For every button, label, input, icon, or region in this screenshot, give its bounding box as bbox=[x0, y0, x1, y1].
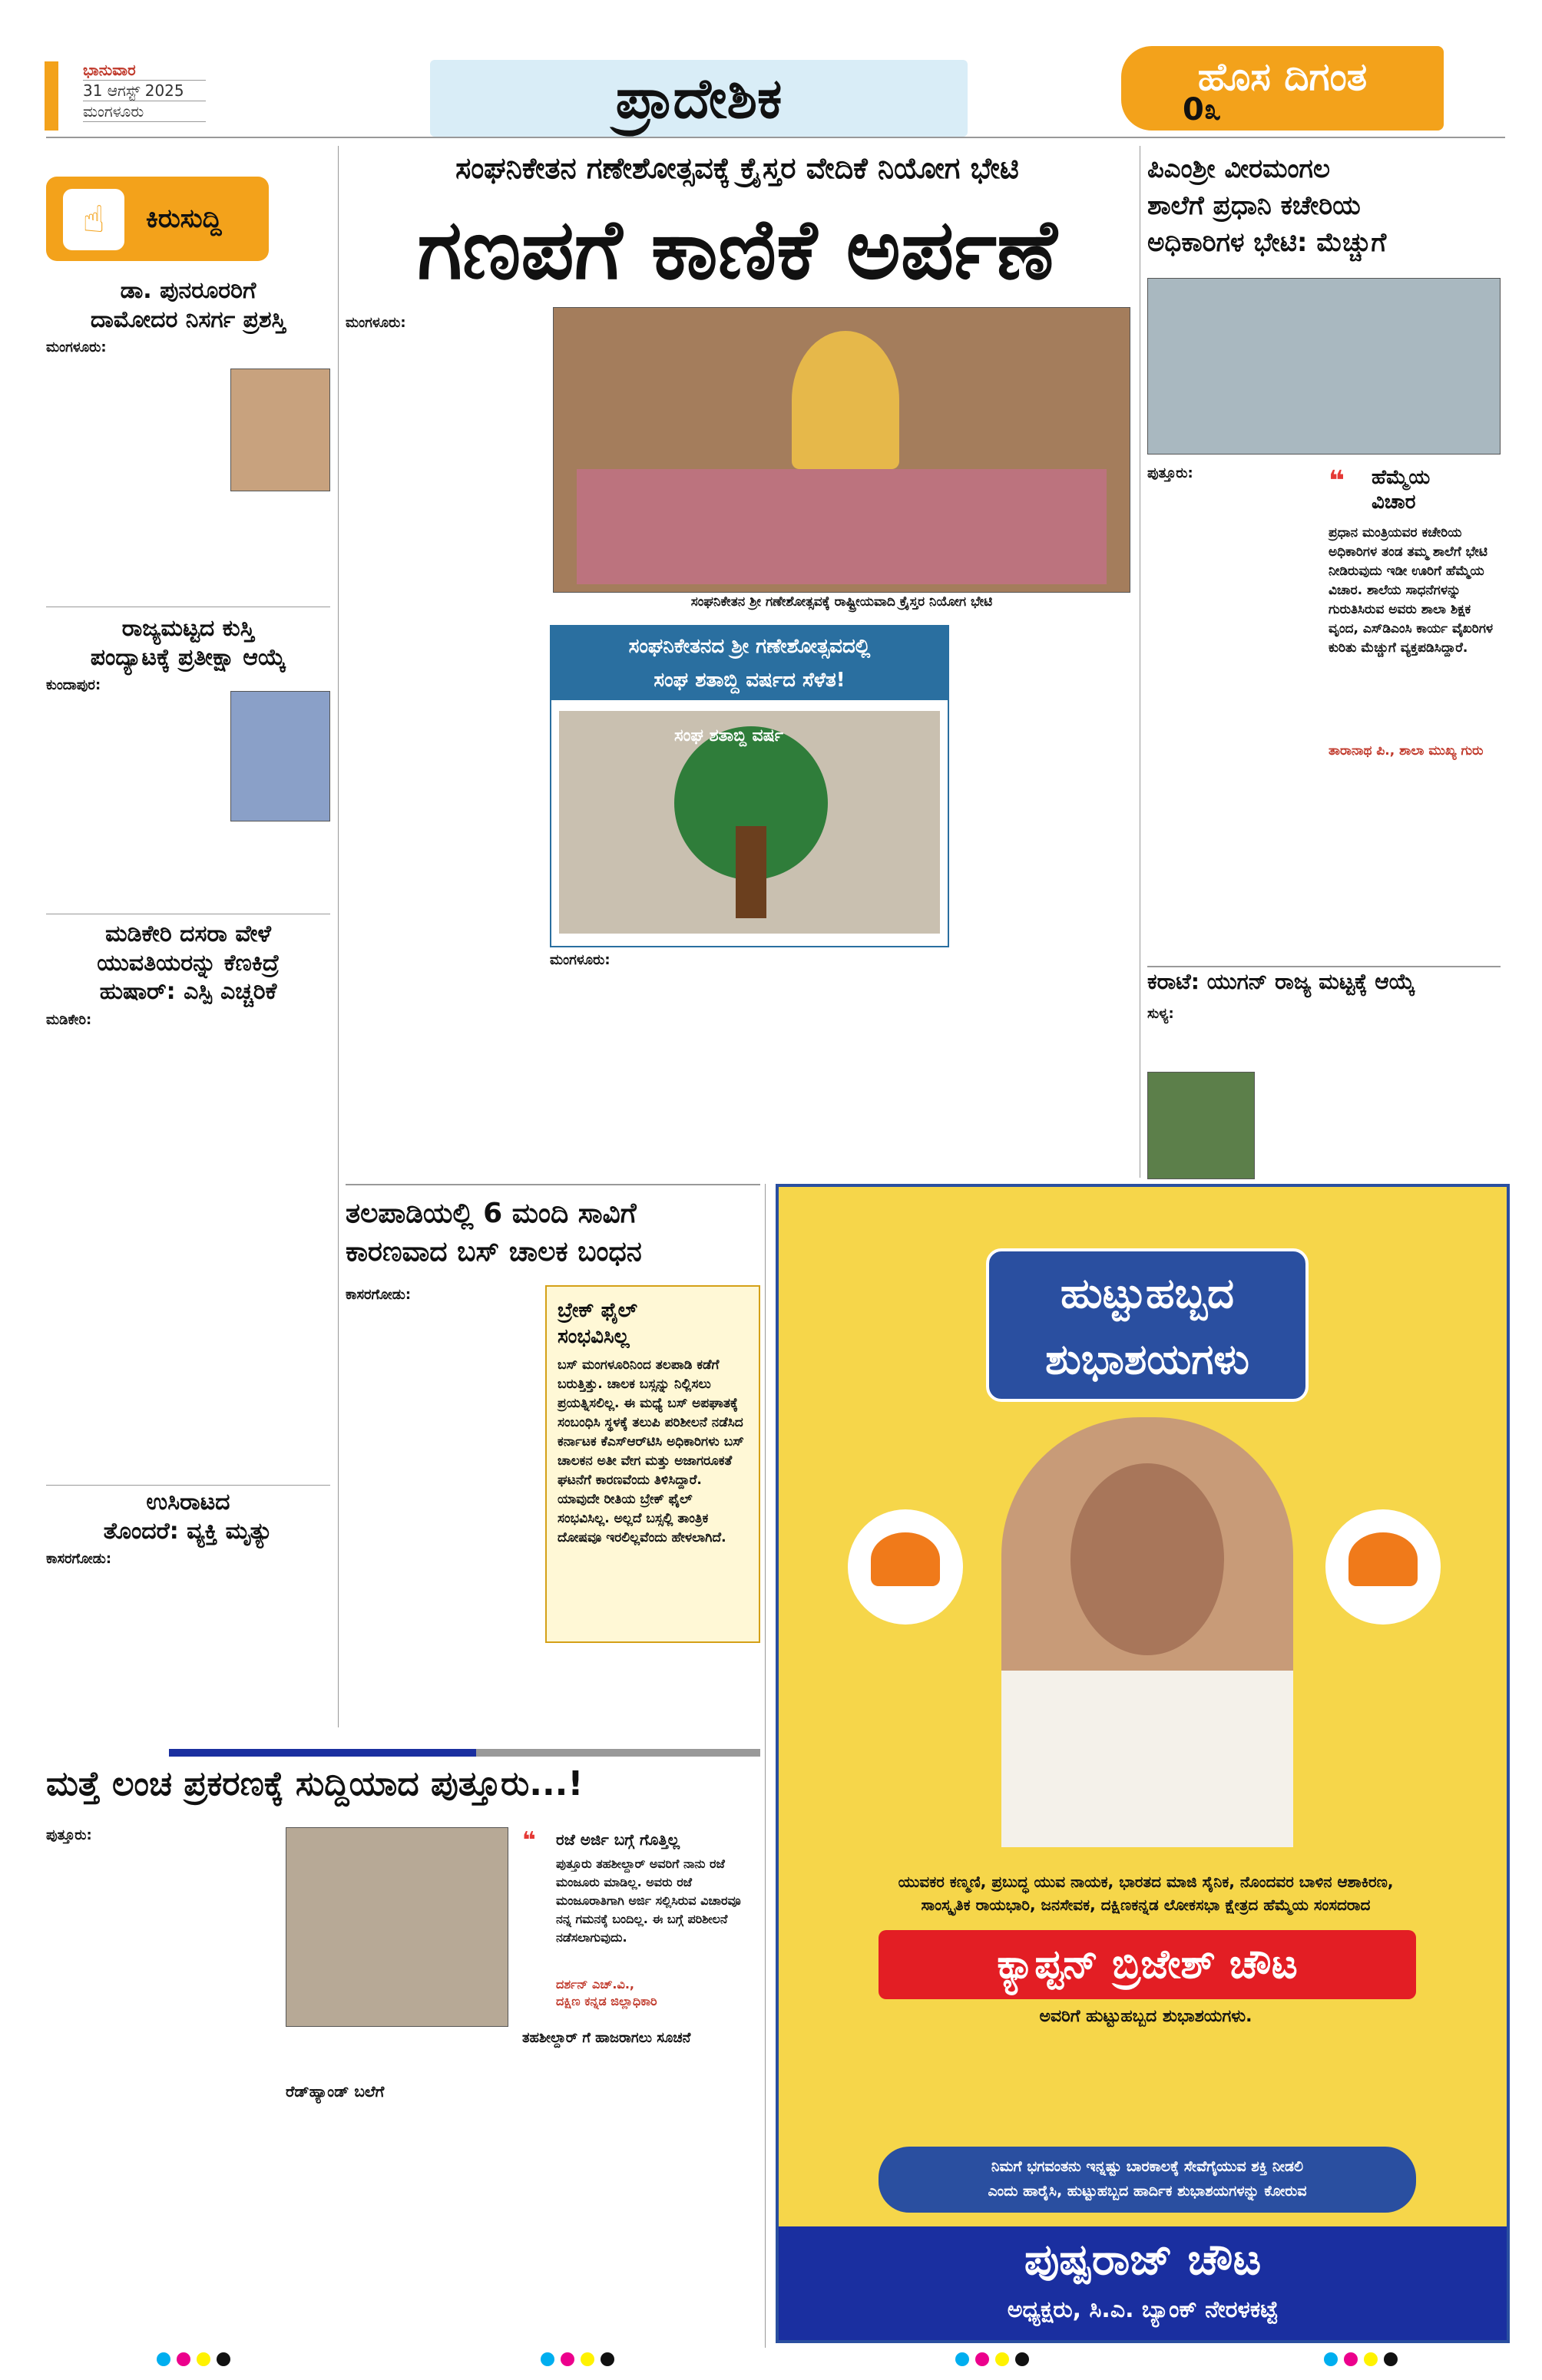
weekday: ಭಾನುವಾರ bbox=[83, 60, 206, 81]
lead-kicker: ಸಂಘನಿಕೇತನ ಗಣೇಶೋತ್ಸವಕ್ಕೆ ಕ್ರೈಸ್ತರ ವೇದಿಕೆ ನಿಯೋಗ ಭೇಟಿ bbox=[455, 151, 1019, 185]
puttur-body-col2 bbox=[286, 2104, 508, 2348]
group-photo-shape bbox=[577, 469, 1107, 584]
left-story-3-dateline: ಮಡಿಕೇರಿ: bbox=[46, 1012, 92, 1028]
sangha-box-title: ಸಂಘನಿಕೇತನದ ಶ್ರೀ ಗಣೇಶೋತ್ಸವದಲ್ಲಿ ಸಂಘ ಶತಾಬ್ದಿ ವರ್ಷದ ಸೆಳೆತ! bbox=[551, 626, 948, 700]
birthday-advert bbox=[776, 1184, 1510, 2343]
portrait-shirt bbox=[1001, 1671, 1293, 1847]
left-story-2-photo bbox=[230, 691, 330, 821]
bus-body-col1 bbox=[346, 1285, 538, 1730]
lotus-petals bbox=[871, 1532, 940, 1586]
lead-body-col2 bbox=[346, 611, 545, 1179]
date-accent-bar bbox=[45, 61, 58, 131]
ad-sender-title: ಅಧ್ಯಕ್ಷರು, ಸಿ.ಎ. ಬ್ಯಾಂಕ್ ನೇರಳಕಟ್ಟೆ bbox=[1007, 2296, 1279, 2323]
header-rule bbox=[46, 137, 1505, 138]
brake-box-title: ಬ್ರೇಕ್ ಫೈಲ್ ಸಂಭವಿಸಿಲ್ಲ bbox=[558, 1299, 637, 1348]
sangha-box-dateline: ಮಂಗಳೂರು: bbox=[550, 952, 611, 968]
column-divider bbox=[338, 146, 339, 1727]
divider bbox=[346, 1184, 760, 1185]
puttur-subhead-1: ರೆಡ್‌ಹ್ಯಾಂಡ್ ಬಲೆಗೆ bbox=[286, 2082, 385, 2101]
city: ಮಂಗಳೂರು bbox=[83, 101, 206, 122]
registration-dots-1 bbox=[154, 2352, 233, 2369]
registration-dots-3 bbox=[952, 2352, 1032, 2369]
left-story-3-body bbox=[46, 1012, 330, 1473]
leave-box-author: ದರ್ಶನ್ ಎಚ್.ವಿ., ದಕ್ಷಿಣ ಕನ್ನಡ ಜಿಲ್ಲಾಧಿಕಾರಿ bbox=[556, 1977, 657, 2008]
trunk-shape bbox=[736, 826, 766, 918]
brake-box-text: ಬಸ್ ಮಂಗಳೂರಿನಿಂದ ತಲಪಾಡಿ ಕಡೆಗೆ ಬರುತ್ತಿತ್ತು. ಚಾಲಕ ಬಸ್ಸನ್ನು ನಿಲ್ಲಿಸಲು ಪ್ರಯತ್ನಿಸಲಿಲ್ಲ. ಈ ಮಧ್ಯೆ ಬಸ್ ಅಪಘಾತಕ್ಕೆ ಸಂಬಂಧಿಸಿ ಸ್ಥಳಕ್ಕೆ ತಲುಪಿ ಪರಿಶೀಲನೆ ನಡೆಸಿದ ಕರ್ನಾಟಕ ಕೆಎಸ್‌ಆರ್‌ಟಿಸಿ ಅಧಿಕಾರಿಗಳು ಬಸ್ ಚಾಲಕನ ಅತೀ ವೇಗ ಮತ್ತು ಅಜಾಗರೂಕತೆ ಘಟನೆಗೆ ಕಾರಣವೆಂದು ತಿಳಿಸಿದ್ದಾರೆ. ಯಾವುದೇ ರೀತಿಯ ಬ್ರೇಕ್ ಫೈಲ್ ಸಂಭವಿಸಿಲ್ಲ. ಅಲ್ಲದೆ ಬಸ್ಸಲ್ಲಿ ತಾಂತ್ರಿಕ ದೋಷವೂ ಇರಲಿಲ್ಲವೆಂದು ಹೇಳಲಾಗಿದೆ. bbox=[558, 1357, 744, 1545]
sangha-box-photo-text: ಸಂಘ ಶತಾಬ್ದಿ ವರ್ಷ bbox=[674, 726, 784, 745]
left-story-1-title: ಡಾ. ಪುನರೂರರಿಗೆ ದಾಮೋದರ ನಿಸರ್ಗ ಪ್ರಶಸ್ತಿ bbox=[90, 277, 286, 333]
paper-name: ಹೊಸ ದಿಗಂತ bbox=[1197, 55, 1368, 99]
left-story-2-dateline: ಕುಂದಾಪುರ: bbox=[46, 677, 101, 693]
quote-icon: ❝ bbox=[1329, 465, 1345, 497]
date: 31 ಆಗಸ್ಟ್ 2025 bbox=[83, 81, 206, 101]
kirusuddi-badge bbox=[46, 177, 269, 261]
left-story-3-title: ಮಡಿಕೇರಿ ದಸರಾ ವೇಳೆ ಯುವತಿಯರನ್ನು ಕೆಣಕಿದ್ರೆ ಹುಷಾರ್: ಎಸ್ಪಿ ಎಚ್ಚರಿಕೆ bbox=[97, 921, 280, 1005]
left-story-4-title: ಉಸಿರಾಟದ ತೊಂದರೆ: ವ್ಯಕ್ತಿ ಮೃತ್ಯು bbox=[103, 1489, 273, 1545]
lead-headline: ಗಣಪಗೆ ಕಾಣಿಕೆ ಅರ್ಪಣೆ bbox=[417, 202, 1057, 298]
ad-intro: ಯುವಕರ ಕಣ್ಮಣಿ, ಪ್ರಬುದ್ಧ ಯುವ ನಾಯಕ, ಭಾರತದ ಮಾಜಿ ಸೈನಿಕ, ನೊಂದವರ ಬಾಳಿನ ಆಶಾಕಿರಣ, ಸಾಂಸ್ಕೃತಿಕ ರಾಯಭಾರಿ, ಜನಸೇವಕ, ದಕ್ಷಿಣಕನ್ನಡ ಲೋಕಸಭಾ ಕ್ಷೇತ್ರದ ಹೆಮ್ಮೆಯ ಸಂಸದರಾದ bbox=[898, 1873, 1394, 1914]
section-title: ಪ್ರಾದೇಶಿಕ bbox=[430, 60, 968, 137]
lead-body-col3 bbox=[957, 625, 1130, 1178]
sangha-box bbox=[550, 625, 949, 947]
leave-box-text: ಪುತ್ತೂರು ತಹಶೀಲ್ದಾರ್ ಅವರಿಗೆ ನಾನು ರಜೆ ಮಂಜೂರು ಮಾಡಿಲ್ಲ. ಅವರು ರಜೆ ಮಂಜೂರಾತಿಗಾಗಿ ಅರ್ಜಿ ಸಲ್ಲಿಸಿರುವ ವಿಚಾರವೂ ನನ್ನ ಗಮನಕ್ಕೆ ಬಂದಿಲ್ಲ. ಈ ಬಗ್ಗೆ ಪರಿಶೀಲನೆ ನಡೆಸಲಾಗುವುದು. bbox=[556, 1856, 741, 1945]
ad-wish: ನಿಮಗೆ ಭಗವಂತನು ಇನ್ನಷ್ಟು ಬಾರಕಾಲಕ್ಕೆ ಸೇವೆಗೈಯುವ ಶಕ್ತಿ ನೀಡಲಿ ಎಂದು ಹಾರೈಸಿ, ಹುಟ್ಟುಹಬ್ಬದ ಹಾರ್ದಿಕ ಶುಭಾಶಯಗಳನ್ನು ಕೋರುವ bbox=[879, 2147, 1416, 2213]
color-strip bbox=[46, 1744, 760, 1757]
bus-dateline: ಕಾಸರಗೋಡು: bbox=[346, 1287, 412, 1303]
karate-headline: ಕರಾಟೆ: ಯುಗನ್ ರಾಜ್ಯ ಮಟ್ಟಕ್ಕೆ ಆಯ್ಕೆ bbox=[1147, 969, 1415, 994]
left-story-2-body bbox=[46, 676, 223, 906]
puttur-subhead-2: ತಹಶೀಲ್ದಾರ್ ಗೆ ಹಾಜರಾಗಲು ಸೂಚನೆ bbox=[522, 2030, 691, 2046]
page-number: 0೩ bbox=[1183, 92, 1222, 127]
quote-text: ಪ್ರಧಾನ ಮಂತ್ರಿಯವರ ಕಚೇರಿಯ ಅಧಿಕಾರಿಗಳ ತಂಡ ತಮ್ಮ ಶಾಲೆಗೆ ಭೇಟಿ ನೀಡಿರುವುದು ಇಡೀ ಊರಿಗೆ ಹೆಮ್ಮೆಯ ವಿಚಾರ. ಶಾಲೆಯ ಸಾಧನೆಗಳನ್ನು ಗುರುತಿಸಿರುವ ಅವರು ಶಾಲಾ ಶಿಕ್ಷಕ ವೃಂದ, ಎಸ್‌ಡಿಎಂಸಿ ಕಾರ್ಯ ವೈಖರಿಗಳ ಕುರಿತು ಮೆಚ್ಚುಗೆ ವ್ಯಕ್ತಪಡಿಸಿದ್ದಾರೆ. bbox=[1329, 525, 1494, 656]
puttur-dateline: ಪುತ್ತೂರು: bbox=[46, 1827, 92, 1843]
right-dateline: ಪುತ್ತೂರು: bbox=[1147, 465, 1193, 481]
left-story-2-title: ರಾಜ್ಯಮಟ್ಟದ ಕುಸ್ತಿ ಪಂದ್ಯಾಟಕ್ಕೆ ಪ್ರತೀಕ್ಷಾ ಆಯ್ಕೆ bbox=[90, 615, 286, 671]
lead-photo bbox=[553, 307, 1130, 593]
ad-name: ಕ್ಯಾಪ್ಟನ್ ಬ್ರಿಜೇಶ್ ಚೌಟ bbox=[879, 1930, 1416, 1999]
portrait-photo bbox=[1001, 1417, 1293, 1847]
puttur-headline: ಮತ್ತೆ ಲಂಚ ಪ್ರಕರಣಕ್ಕೆ ಸುದ್ದಿಯಾದ ಪುತ್ತೂರು...! bbox=[46, 1764, 584, 1803]
karate-dateline: ಸುಳ್ಯ: bbox=[1147, 1006, 1174, 1022]
karate-body-top bbox=[1147, 1004, 1501, 1066]
left-story-4-dateline: ಕಾಸರಗೋಡು: bbox=[46, 1551, 112, 1567]
bus-body-col2 bbox=[545, 1651, 760, 1730]
ad-body bbox=[809, 2031, 1482, 2131]
brake-box bbox=[545, 1285, 760, 1643]
ad-greeting: ಹುಟ್ಟುಹಬ್ಬದ ಶುಭಾಶಯಗಳು bbox=[986, 1248, 1309, 1402]
ad-sender: ಪುಷ್ಪರಾಜ್ ಚೌಟ bbox=[1024, 2235, 1262, 2285]
lotus-icon-left bbox=[848, 1509, 963, 1625]
portrait-face bbox=[1070, 1463, 1224, 1655]
hand-icon: ☝ bbox=[63, 189, 124, 250]
date-box bbox=[83, 60, 206, 122]
quote-icon: ❝ bbox=[522, 1827, 536, 1854]
puttur-photo bbox=[286, 1827, 508, 2027]
lotus-petals bbox=[1348, 1532, 1418, 1586]
divider bbox=[46, 1485, 330, 1486]
strip-blue bbox=[169, 1749, 476, 1757]
left-story-1-photo bbox=[230, 369, 330, 491]
quote-author: ತಾರಾನಾಥ ಪಿ., ಶಾಲಾ ಮುಖ್ಯ ಗುರು bbox=[1329, 743, 1484, 759]
registration-dots-2 bbox=[538, 2352, 617, 2369]
karate-photo bbox=[1147, 1072, 1255, 1179]
masthead bbox=[0, 0, 1542, 138]
puttur-body-col3 bbox=[522, 2051, 760, 2348]
lead-dateline: ಮಂಗಳೂರು: bbox=[346, 315, 406, 331]
right-headline: ಪಿಎಂಶ್ರೀ ವೀರಮಂಗಲ ಶಾಲೆಗೆ ಪ್ರಧಾನಿ ಕಚೇರಿಯ ಅಧಿಕಾರಿಗಳ ಭೇಟಿ: ಮೆಚ್ಚುಗೆ bbox=[1147, 154, 1387, 258]
ad-tagline: ಅವರಿಗೆ ಹುಟ್ಟುಹಬ್ಬದ ಶುಭಾಶಯಗಳು. bbox=[1039, 2007, 1252, 2026]
lead-photo-caption: ಸಂಘನಿಕೇತನ ಶ್ರೀ ಗಣೇಶೋತ್ಸವಕ್ಕೆ ರಾಷ್ಟ್ರೀಯವಾದಿ ಕ್ರೈಸ್ತರ ನಿಯೋಗ ಭೇಟಿ bbox=[690, 594, 993, 610]
registration-dots-4 bbox=[1321, 2352, 1401, 2369]
right-photo bbox=[1147, 278, 1501, 455]
leave-box-title: ರಜೆ ಅರ್ಜಿ ಬಗ್ಗೆ ಗೊತ್ತಿಲ್ಲ bbox=[556, 1830, 680, 1849]
quote-box bbox=[1329, 465, 1501, 788]
quote-title: ಹೆಮ್ಮೆಯ ವಿಚಾರ bbox=[1372, 466, 1431, 514]
ad-sender-band bbox=[779, 2226, 1507, 2340]
ganesha-idol-shape bbox=[792, 331, 899, 469]
column-divider bbox=[765, 1184, 766, 2348]
sangha-box-photo bbox=[559, 711, 940, 934]
puttur-body-col1 bbox=[46, 1826, 269, 2348]
karate-body bbox=[1262, 1072, 1501, 1179]
left-story-1-dateline: ಮಂಗಳೂರು: bbox=[46, 339, 107, 355]
sangha-box-body bbox=[550, 950, 949, 1173]
bus-headline: ತಲಪಾಡಿಯಲ್ಲಿ 6 ಮಂದಿ ಸಾವಿಗೆ ಕಾರಣವಾದ ಬಸ್ ಚಾಲಕ ಬಂಧನ bbox=[346, 1198, 642, 1268]
lotus-icon-right bbox=[1325, 1509, 1441, 1625]
paper-logo bbox=[1121, 46, 1444, 131]
kirusuddi-label: ಕಿರುಸುದ್ದಿ bbox=[146, 203, 222, 234]
strip-gray bbox=[476, 1749, 760, 1757]
left-story-1-body bbox=[46, 338, 223, 568]
lead-body-col1 bbox=[346, 313, 545, 605]
right-body-col1 bbox=[1147, 464, 1316, 963]
right-body-col2 bbox=[1329, 798, 1501, 960]
leave-box bbox=[522, 1827, 760, 2019]
puttur-body-col2-top bbox=[286, 2035, 508, 2078]
divider bbox=[1147, 966, 1501, 967]
left-story-4-body bbox=[46, 1551, 330, 1735]
